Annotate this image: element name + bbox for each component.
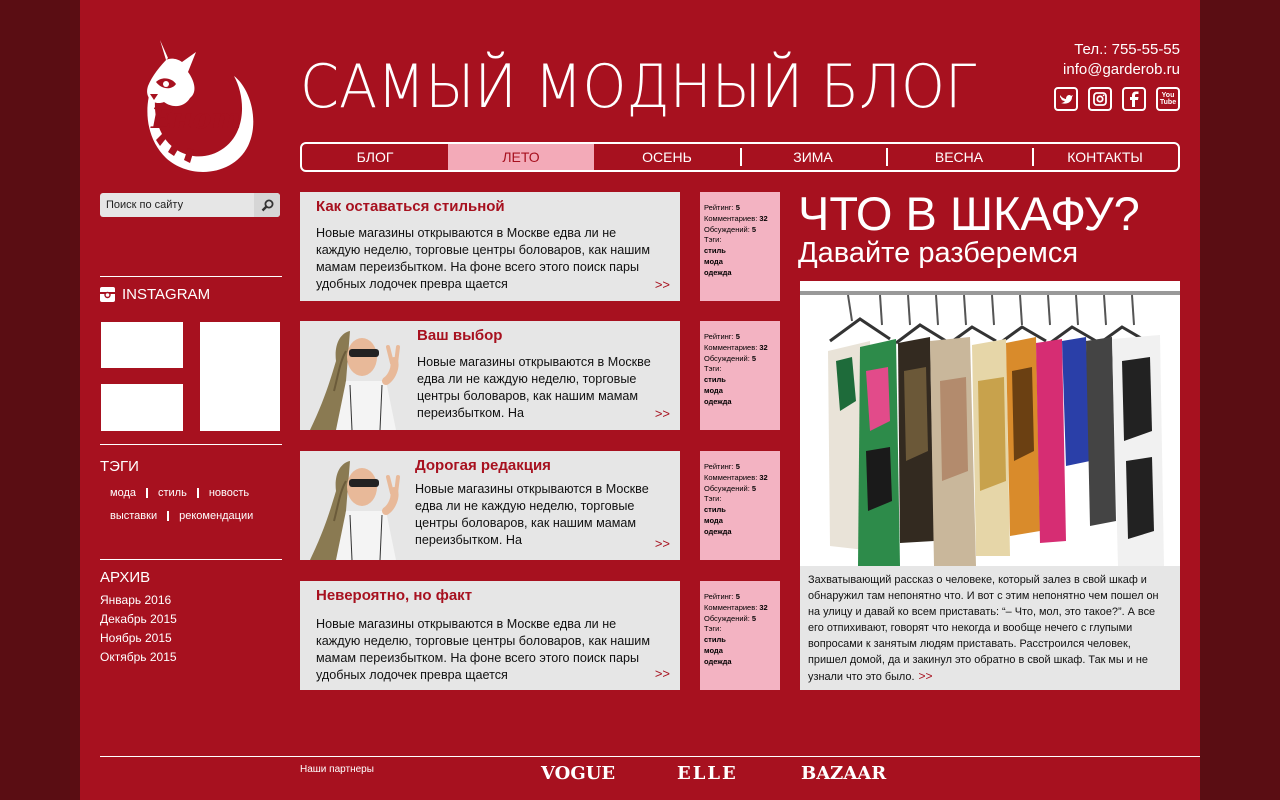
main-nav: [300, 142, 1180, 172]
contacts: [1063, 40, 1180, 80]
instagram-photo[interactable]: [200, 322, 280, 431]
comments-value: 32: [759, 342, 768, 352]
post-card: [300, 451, 680, 560]
meta-tag[interactable]: одежда: [704, 526, 732, 536]
post-title[interactable]: Как оставаться стильной: [316, 198, 505, 215]
meta-tag[interactable]: стиль: [704, 246, 726, 256]
meta-tag[interactable]: одежда: [704, 267, 732, 277]
meta-tags-label: Тэги:: [704, 364, 722, 374]
discussions-value: 5: [751, 353, 757, 363]
meta-comments: Комментариев: 32: [704, 602, 768, 612]
discussions-value: 5: [751, 483, 757, 493]
archive-link[interactable]: Январь 2016: [100, 593, 172, 607]
phone: Тел.: 755-55-55: [1074, 41, 1180, 58]
post-card: [300, 581, 680, 690]
meta-tag[interactable]: одежда: [704, 656, 732, 666]
instagram-title: INSTAGRAM: [122, 286, 211, 303]
tags-title: ТЭГИ: [100, 458, 139, 475]
meta-comments: Комментариев: 32: [704, 213, 768, 223]
post-meta: [700, 192, 780, 301]
instagram-icon[interactable]: [1088, 87, 1112, 111]
twitter-icon[interactable]: [1054, 87, 1078, 111]
site-title: САМЫЙ МОДНЫЙ БЛОГ: [300, 52, 977, 122]
feature-subtitle: Давайте разберемся: [798, 237, 1079, 269]
post-text: Новые магазины открываются в Москве едва ли не каждую неделю, торговые центры боловаров, как нашим мамам переизбытком. На фоне всего этого поиск пары удобных лодочек превра щается: [316, 617, 651, 682]
meta-tag[interactable]: мода: [704, 256, 723, 266]
meta-discussions: Обсуждений: 5: [704, 613, 757, 623]
partner-logo-elle[interactable]: ELLE: [677, 763, 738, 784]
logo-raccoon[interactable]: [138, 36, 256, 178]
post-meta: [700, 451, 780, 560]
meta-tag[interactable]: стиль: [704, 505, 726, 515]
tag-link[interactable]: рекомендации: [179, 510, 254, 522]
meta-tag[interactable]: стиль: [704, 375, 726, 385]
post-text: Новые магазины открываются в Москве едва ли не каждую неделю, торговые центры боловаров, как нашим мамам переизбытком. На: [417, 355, 651, 420]
comments-value: 32: [759, 213, 768, 223]
meta-comments: Комментариев: 32: [704, 472, 768, 482]
meta-rating: Рейтинг: 5: [704, 203, 740, 212]
instagram-heading: [100, 286, 210, 303]
rating-value: 5: [735, 592, 740, 601]
archive-link[interactable]: Октябрь 2015: [100, 650, 177, 664]
read-more-link[interactable]: >>: [918, 669, 933, 683]
nav-item-blog[interactable]: БЛОГ: [356, 149, 394, 165]
post-photo[interactable]: [300, 321, 410, 430]
tag-cloud: [100, 482, 282, 528]
meta-tag[interactable]: стиль: [704, 635, 726, 645]
youtube-label: Tube: [1159, 99, 1177, 106]
post-text: Новые магазины открываются в Москве едва ли не каждую неделю, торговые центры боловаров, как нашим мамам переизбытком. На: [415, 482, 649, 547]
nav-item-contacts[interactable]: КОНТАКТЫ: [1032, 144, 1178, 170]
divider: [100, 559, 282, 560]
tag-link[interactable]: новость: [208, 487, 250, 499]
tag-link[interactable]: стиль: [157, 487, 187, 499]
nav-item-spring[interactable]: ВЕСНА: [886, 144, 1032, 170]
wardrobe-photo[interactable]: [800, 281, 1180, 566]
discussions-value: 5: [751, 613, 757, 623]
read-more-link[interactable]: >>: [654, 406, 670, 421]
archive-list: [100, 591, 177, 667]
partner-logo-bazaar[interactable]: BAZAAR: [801, 763, 887, 784]
partner-logo-vogue[interactable]: VOGUE: [541, 763, 616, 784]
post-card: [300, 192, 680, 301]
youtube-icon[interactable]: [1156, 87, 1180, 111]
instagram-icon: [100, 287, 115, 302]
nav-item-summer[interactable]: ЛЕТО: [448, 144, 594, 170]
social-links: [1054, 87, 1180, 111]
search-icon: [261, 199, 274, 212]
meta-tag[interactable]: мода: [704, 645, 723, 655]
post-text: Новые магазины открываются в Москве едва ли не каждую неделю, торговые центры боловаров, как нашим мамам переизбытком. На фоне всего этого поиск пары удобных лодочек превра щается: [316, 226, 651, 291]
logo-text: Енот: [150, 102, 242, 135]
rating-value: 5: [735, 332, 740, 341]
youtube-label: You: [1161, 92, 1175, 99]
search-input[interactable]: [100, 193, 253, 217]
page: [80, 0, 1200, 800]
meta-tags-label: Тэги:: [704, 624, 722, 634]
post-title[interactable]: Невероятно, но факт: [316, 587, 473, 604]
post-title[interactable]: Дорогая редакция: [415, 457, 551, 474]
post-card: [300, 321, 680, 430]
read-more-link[interactable]: >>: [654, 666, 670, 681]
rating-value: 5: [735, 203, 740, 212]
meta-discussions: Обсуждений: 5: [704, 224, 757, 234]
archive-link[interactable]: Декабрь 2015: [100, 612, 177, 626]
meta-tags-label: Тэги:: [704, 235, 722, 245]
archive-link[interactable]: Ноябрь 2015: [100, 631, 172, 645]
meta-comments: Комментариев: 32: [704, 342, 768, 352]
search-button[interactable]: [254, 193, 280, 217]
tag-link[interactable]: выставки: [110, 510, 158, 522]
discussions-value: 5: [751, 224, 757, 234]
divider: [100, 276, 282, 277]
meta-rating: Рейтинг: 5: [704, 462, 740, 471]
meta-discussions: Обсуждений: 5: [704, 483, 757, 493]
meta-rating: Рейтинг: 5: [704, 592, 740, 601]
rating-value: 5: [735, 462, 740, 471]
post-title[interactable]: Ваш выбор: [417, 327, 503, 344]
archive-title: АРХИВ: [100, 569, 151, 586]
post-meta: [700, 581, 780, 690]
post-photo[interactable]: [300, 451, 410, 560]
meta-tag[interactable]: одежда: [704, 396, 732, 406]
divider: [100, 444, 282, 445]
comments-value: 32: [759, 472, 768, 482]
read-more-link[interactable]: >>: [654, 277, 670, 292]
instagram-photo[interactable]: [101, 322, 183, 368]
partners-label: Наши партнеры: [300, 764, 374, 775]
meta-tag[interactable]: мода: [704, 385, 723, 395]
feature-text: Захватывающий рассказ о человеке, который залез в свой шкаф и обнаружил там непонятно что. И вот с этим непонятно чем пошел он на улицу и давай ко всем приставать: “– Что, мол, это такое?”. А все его отпихивают, говорят что некогда и вообще нечего с глупыми вопросами к занятым людям приставать. Расстроился человек, пришел домой, да и закинул это обратно в свой шкаф. Так мы и не узнали что это было.: [808, 574, 1159, 683]
instagram-photo[interactable]: [101, 384, 183, 431]
nav-item-winter[interactable]: ЗИМА: [740, 144, 886, 170]
meta-tags-label: Тэги:: [704, 494, 722, 504]
feature-title: ЧТО В ШКАФУ?: [798, 187, 1140, 240]
meta-tag[interactable]: мода: [704, 515, 723, 525]
meta-rating: Рейтинг: 5: [704, 332, 740, 341]
post-meta: [700, 321, 780, 430]
read-more-link[interactable]: >>: [654, 536, 670, 551]
nav-item-autumn[interactable]: ОСЕНЬ: [642, 149, 692, 165]
feature-text-panel: [800, 566, 1180, 690]
facebook-icon[interactable]: [1122, 87, 1146, 111]
comments-value: 32: [759, 602, 768, 612]
email-link[interactable]: info@garderob.ru: [1063, 61, 1180, 78]
tag-link[interactable]: мода: [110, 487, 136, 499]
search-box: [100, 193, 280, 217]
divider: [100, 756, 1200, 757]
meta-discussions: Обсуждений: 5: [704, 353, 757, 363]
